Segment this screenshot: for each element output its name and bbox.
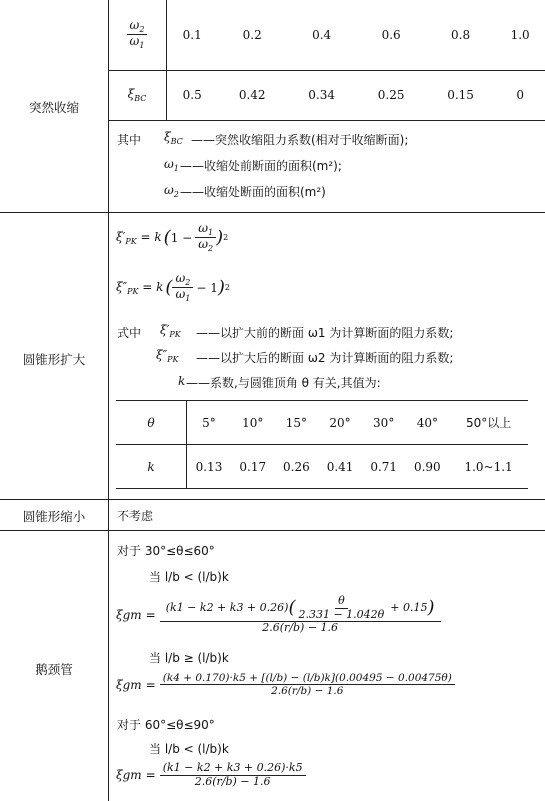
note-w1: ——收缩处前断面的面积(m²); (180, 159, 342, 173)
gooseneck-condition-2: 当 l/b ≥ (l/b)k (149, 651, 229, 665)
cone-contraction-text: 不考虑 (117, 509, 154, 523)
gooseneck-range-2: 对于 60°≤θ≤90° (117, 718, 215, 732)
k-value: 0.13 (195, 459, 223, 474)
theta-value: 15° (285, 415, 308, 430)
ratio-value: 0.6 (381, 27, 401, 42)
theta-value: 10° (242, 415, 264, 430)
f1-tail: + 0.15 (390, 600, 428, 614)
theta-k-table (116, 400, 528, 489)
notes-prefix: 其中 (117, 133, 142, 147)
k-header: k (116, 445, 187, 489)
k-value: 0.71 (370, 459, 398, 474)
xi-gm-symbol: ξgm (116, 677, 142, 692)
theta-value: 50°以上 (465, 416, 512, 430)
f1-denominator: 2.6(r/b) − 1.6 (262, 621, 339, 635)
theta-value: 30° (373, 415, 395, 430)
note-k: ——系数,与圆锥顶角 θ 有关,其值为: (186, 376, 381, 390)
gooseneck-formula-2: ξgm = $\frac{(k4 + 0.170)\cdot k5 + [(l/b) - (l/b)k](0.00495 - 0.00475\theta)}{2.6(r/b) - 1.6}$ (116, 672, 455, 697)
xi-double-prime-symbol: $\xi''_{PK}$ (156, 348, 179, 364)
ratio-value: 0.2 (242, 27, 262, 42)
ratio-value: 1.0 (510, 27, 530, 42)
k-symbol: k (178, 374, 186, 388)
f3-denominator: 2.6(r/b) − 1.6 (194, 774, 271, 788)
f2-numerator: (k4 + 0.170)·k5 + [(l/b) − (l/b)k](0.00495 − 0.00475θ) (160, 672, 455, 685)
contraction-ratio-table (108, 0, 545, 121)
row-label-cone-contraction: 圆锥形缩小 (22, 509, 86, 524)
note-xi-prime: ——以扩大前的断面 ω1 为计算断面的阻力系数; (196, 326, 454, 340)
ratio-value: 0.4 (312, 27, 332, 42)
row-label-sudden-contraction: 突然收缩 (28, 100, 79, 115)
theta-value: 20° (329, 415, 351, 430)
note-xi-bc: ——突然收缩阻力系数(相对于收缩断面); (191, 133, 409, 147)
gooseneck-formula-1: ξgm = (k1 − k2 + k3 + 0.26) ( $\frac{\theta}{2.331 - 1.042\theta}$ + 0.15 ) 2.6(r/b) − 1.6 (116, 595, 441, 635)
cone-notes-prefix: 式中 (117, 326, 142, 340)
theta-header: θ (116, 401, 187, 445)
row-divider-3 (0, 530, 545, 531)
w1-symbol: $\omega_1$ (164, 157, 179, 173)
formula-xi-double-prime-pk: $\xi''_{PK} = k$ ( $\frac{\omega_2}{\omega_1}$ − 1 ) 2 (116, 271, 230, 304)
xi-value: 0 (516, 88, 524, 102)
xi-value: 0.15 (447, 88, 474, 102)
gooseneck-formula-3: ξgm = $\frac{(k1 - k2 + k3 + 0.26)\cdot k5}{2.6(r/b) - 1.6}$ (116, 762, 306, 788)
ratio-value: 0.8 (451, 27, 471, 42)
f3-numerator: (k1 − k2 + k3 + 0.26)·k5 (160, 762, 306, 776)
xi-prime-symbol: $\xi'_{PK}$ (160, 323, 181, 339)
row-label-gooseneck: 鹅颈管 (35, 662, 73, 677)
k-value: 1.0~1.1 (464, 459, 513, 474)
note-xi-double-prime: ——以扩大后的断面 ω2 为计算断面的阻力系数; (196, 351, 454, 365)
k-value: 0.41 (326, 459, 354, 474)
row-divider-2 (0, 499, 545, 500)
ratio-value: 0.1 (182, 27, 202, 42)
gooseneck-condition-3: 当 l/b < (l/b)k (149, 742, 229, 756)
gooseneck-condition-1: 当 l/b < (l/b)k (149, 570, 229, 584)
k-value: 0.90 (413, 459, 441, 474)
row-label-cone-expansion: 圆锥形扩大 (22, 352, 86, 367)
xi-gm-symbol: ξgm (116, 768, 142, 783)
xi-bc-symbol: $\xi_{BC}$ (164, 130, 183, 146)
xi-value: 0.34 (308, 88, 335, 102)
k-value: 0.17 (239, 459, 267, 474)
note-w2: ——收缩处断面的面积(m²) (180, 185, 326, 199)
theta-value: 5° (202, 415, 216, 430)
k-value: 0.26 (283, 459, 310, 474)
xi-value: 0.25 (377, 88, 405, 102)
w2-symbol: $\omega_2$ (164, 183, 179, 199)
f1-numerator-left: (k1 − k2 + k3 + 0.26) (165, 600, 289, 614)
xi-bc-header: $\xi_{BC}$ (108, 70, 167, 120)
ratio-header: $\frac{\omega_2}{\omega_1}$ (108, 0, 167, 70)
xi-value: 0.42 (238, 88, 266, 102)
formula-xi-prime-pk: $\xi'_{PK} = k$ ( 1 − $\frac{\omega_1}{\omega_2}$ ) 2 (116, 221, 229, 254)
f2-denominator: 2.6(r/b) − 1.6 (271, 685, 344, 698)
f1-inner-den: 2.331 − 1.042θ (298, 607, 385, 621)
xi-gm-symbol: ξgm (116, 607, 142, 622)
xi-value: 0.5 (182, 88, 202, 102)
f1-inner-num: θ (335, 595, 348, 609)
gooseneck-range-1: 对于 30°≤θ≤60° (117, 544, 215, 558)
row-divider-1 (0, 212, 545, 213)
theta-value: 40° (416, 415, 438, 430)
